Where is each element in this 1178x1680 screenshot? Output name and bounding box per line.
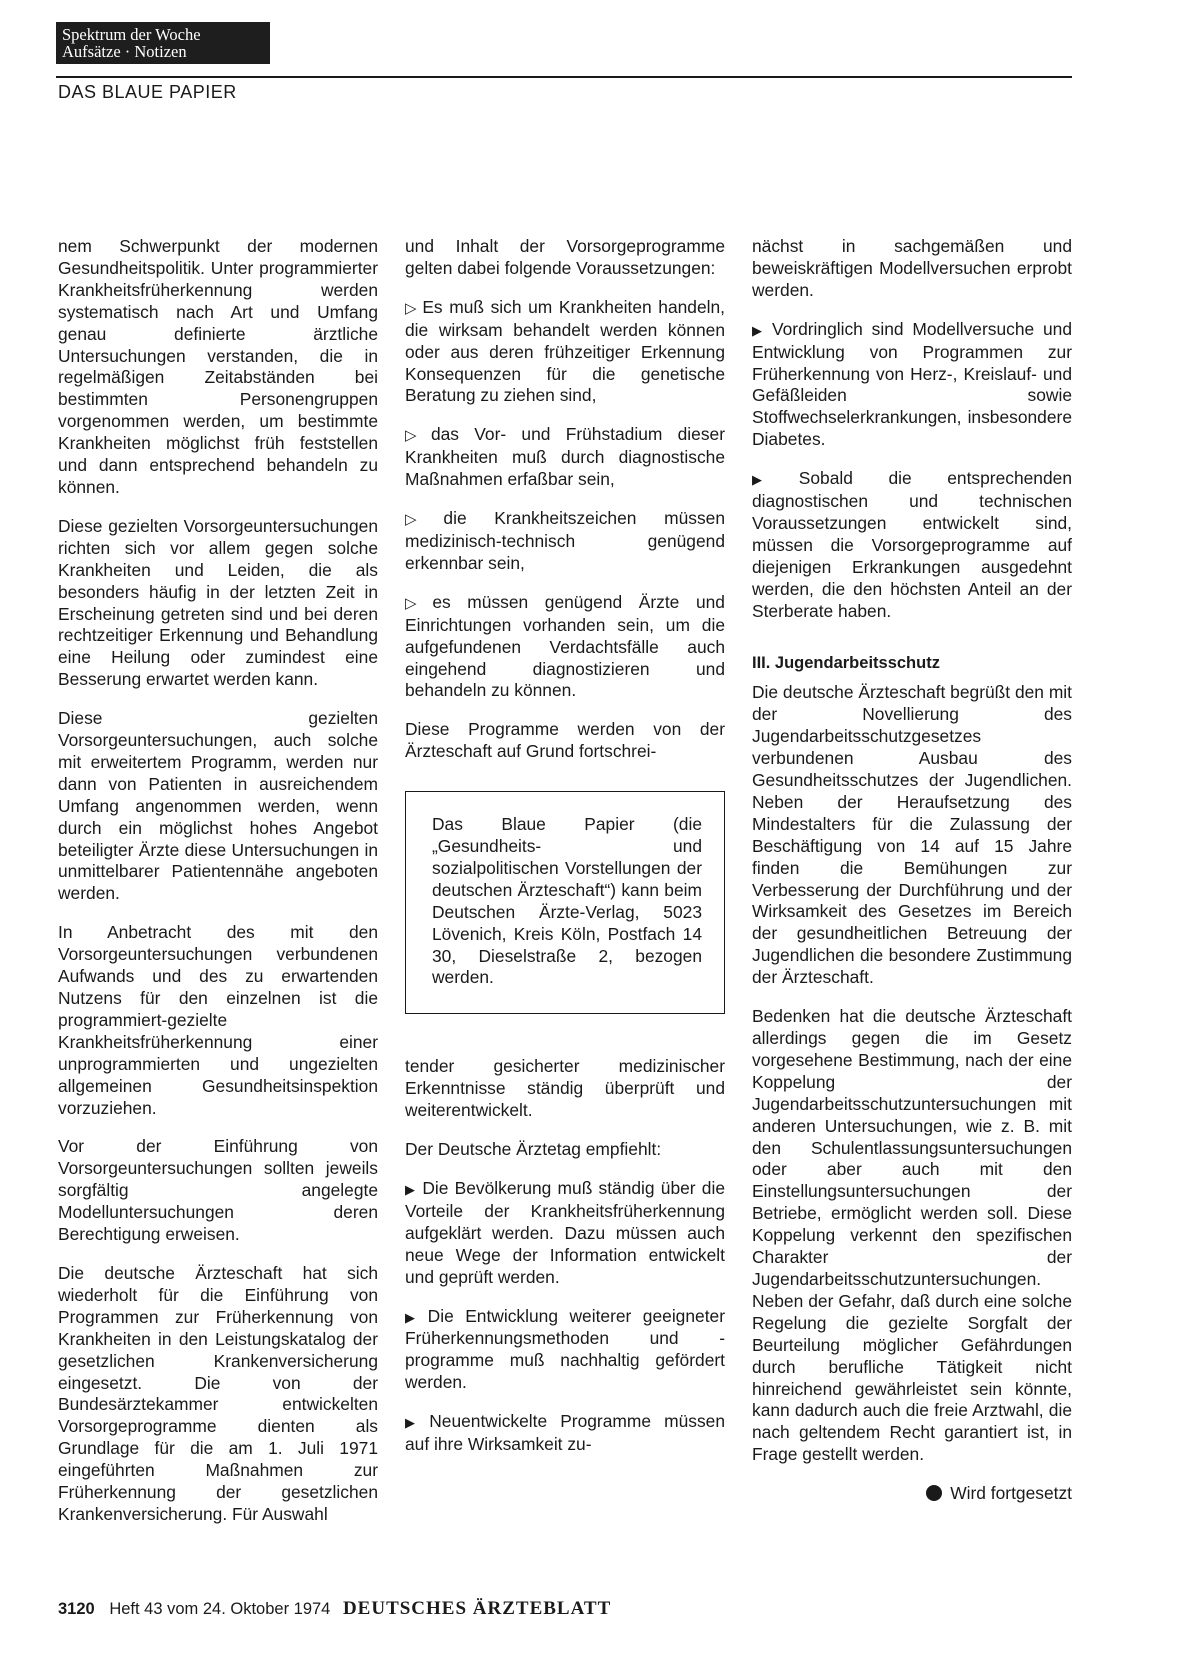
condition-item: ▷ Es muß sich um Krankheiten handeln, die wirksam behandelt werden können oder aus deren frühzeitiger Erkennung Konsequenzen für die genetische Beratung zu ziehen sind, (405, 296, 725, 406)
page-subtitle: DAS BLAUE PAPIER (58, 82, 237, 102)
paragraph: Diese gezielten Vorsorgeuntersuchungen richten sich vor allem gegen solche Krankheiten und Leiden, die als besonders häufig in der letzten Zeit in Erscheinung getreten sind und bei deren rechtzeitiger Erkennung und Behandlung eine Heilung oder zumindest eine Besserung erwartet werden kann. (58, 515, 378, 690)
filled-triangle-icon: ▶ (405, 1182, 417, 1197)
info-box-text: Das Blaue Papier (die „Gesundheits- und sozialpolitischen Vorstellungen der deutschen Ärzteschaft“) kann beim Deutschen Ärzte-Verlag, 5023 Lövenich, Kreis Köln, Postfach 14 30, Dieselstraße 2, bezogen werden. (432, 814, 702, 988)
open-triangle-icon: ▷ (405, 299, 419, 317)
bullet-dot-icon (926, 1485, 942, 1501)
recommendation-item: ▶ Neuentwickelte Programme müssen auf ihre Wirksamkeit zu- (405, 1411, 725, 1455)
paragraph: Bedenken hat die deutsche Ärzteschaft allerdings gegen die im Gesetz vorgesehene Bestimmung, nach der eine Koppelung der Jugendarbeitsschutzuntersuchungen mit anderen Untersuchungen, wie z. B. mit den Schulentlassungsuntersuchungen oder aber auch mit den Einstellungsuntersuchungen der Betriebe, ermöglicht werden soll. Diese Koppelung verkennt den spezifischen Charakter der Jugendarbeitsschutzuntersuchungen. Neben der Gefahr, daß durch eine solche Regelung die gezielte Sorgfalt der Beurteilung möglicher Gefährdungen durch berufliche Tätigkeit nicht hinreichend gewährleistet sein könnte, kann dadurch auch die freie Arztwahl, die nach geltendem Recht garantiert ist, in Frage gestellt werden. (752, 1006, 1072, 1465)
open-triangle-icon: ▷ (405, 427, 427, 445)
header-rule (56, 76, 1072, 78)
section-label-line2: Aufsätze · Notizen (62, 42, 187, 61)
recommendation-item: ▶ Die Bevölkerung muß ständig über die Vorteile der Krankheitsfrüherkennung aufgeklärt werden. Dazu müssen auch neue Wege der Information entwickelt und geprüft werden. (405, 1178, 726, 1287)
recommendation-item: ▶ Die Entwicklung weiterer geeigneter Früherkennungsmethoden und -programme muß nachhaltig gefördert werden. (405, 1305, 725, 1393)
page-number: 3120 (58, 1600, 95, 1618)
page-footer (58, 1598, 611, 1620)
recommendation-item: ▶ Vordringlich sind Modellversuche und Entwicklung von Programmen zur Früherkennung von Herz-, Kreislauf- und Gefäßleiden sowie Stoffwechselerkrankungen, insbesondere Diabetes. (752, 318, 1073, 450)
open-triangle-icon: ▷ (405, 594, 429, 612)
info-box (405, 791, 725, 1014)
paragraph: Vor der Einführung von Vorsorgeuntersuchungen sollten jeweils sorgfältig angelegte Modelluntersuchungen deren Berechtigung erweisen. (58, 1136, 378, 1245)
paragraph: Die deutsche Ärzteschaft hat sich wiederholt für die Einführung von Programmen zur Früherkennung von Krankheiten in den Leistungskatalog der gesetzlichen Krankenversicherung eingesetzt. Die von der Bundesärztekammer entwickelten Vorsorgeprogramme dienten als Grundlage für die am 1. Juli 1971 eingeführten Maßnahmen zur Früherkennung der gesetzlichen Krankenversicherung. Für Auswahl (58, 1262, 378, 1524)
continued-note: Wird fortgesetzt (752, 1483, 1072, 1505)
paragraph: Die deutsche Ärzteschaft begrüßt den mit der Novellierung des Jugendarbeitsschutzgesetzes verbundenen Ausbau des Gesundheitsschutzes der Jugendlichen. Neben der Heraufsetzung des Mindestalters für die Zulassung der Beschäftigung von 14 auf 15 Jahre finden die Bemühungen zur Verbesserung der Durchführung und der Wirksamkeit des Gesetzes im Bereich der gesundheitlichen Betreuung der Jugendlichen die besondere Zustimmung der Ärzteschaft. (752, 682, 1072, 988)
condition-item: ▷ es müssen genügend Ärzte und Einrichtungen vorhanden sein, um die aufgefundenen Verdachtsfälle auch eingehend diagnostizieren und behandeln zu können. (405, 591, 725, 701)
paragraph: tender gesicherter medizinischer Erkenntnisse ständig überprüft und weiterentwickelt. (405, 1056, 725, 1121)
column-1 (58, 236, 378, 1543)
paragraph: und Inhalt der Vorsorgeprogramme gelten dabei folgende Voraussetzungen: (405, 236, 725, 278)
condition-item: ▷ die Krankheitszeichen müssen medizinisch-technisch genügend erkennbar sein, (405, 508, 725, 573)
filled-triangle-icon: ▶ (405, 1415, 424, 1431)
column-2 (405, 236, 725, 1473)
paragraph: nächst in sachgemäßen und beweiskräftigen Modellversuchen erprobt werden. (752, 236, 1072, 300)
section-heading: III. Jugendarbeitsschutz (752, 653, 940, 672)
column-3 (752, 236, 1072, 1505)
paragraph: Diese Programme werden von der Ärzteschaft auf Grund fortschrei- (405, 719, 725, 762)
filled-triangle-icon: ▶ (752, 322, 766, 338)
paragraph: Diese gezielten Vorsorgeuntersuchungen, auch solche mit erweitertem Programm, werden nur dann von Patienten in ausreichendem Umfang angenommen werden, wenn durch ein möglichst hohes Angebot beteiligter Ärzte diese Untersuchungen in unmittelbarer Patientennähe angeboten werden. (58, 708, 378, 904)
condition-item: ▷ das Vor- und Frühstadium dieser Krankheiten muß durch diagnostische Maßnahmen erfaßbar sein, (405, 424, 725, 490)
section-label (56, 22, 270, 64)
journal-name: DEUTSCHES ÄRZTEBLATT (342, 1598, 612, 1619)
paragraph: nem Schwerpunkt der modernen Gesundheitspolitik. Unter programmierter Krankheitsfrüherkennung werden systematisch nach Art und Umfang genau definierte ärztliche Untersuchungen verstanden, die in regelmäßigen Zeitabständen bei bestimmten Personengruppen vorgenommen werden, um bestimmte Krankheiten möglichst früh feststellen und dann entsprechend behandeln zu können. (58, 236, 378, 497)
paragraph: In Anbetracht des mit den Vorsorgeuntersuchungen verbundenen Aufwands und des zu erwartenden Nutzens für den einzelnen ist die programmiert-gezielte Krankheitsfrüherkennung einer unprogrammierten und ungezielten allgemeinen Gesundheitsinspektion vorzuziehen. (58, 922, 378, 1118)
filled-triangle-icon: ▶ (752, 472, 793, 488)
open-triangle-icon: ▷ (405, 511, 440, 529)
filled-triangle-icon: ▶ (405, 1309, 422, 1325)
issue-info: Heft 43 vom 24. Oktober 1974 (109, 1600, 331, 1618)
recommendation-item: ▶ Sobald die entsprechenden diagnostischen und technischen Voraussetzungen entwickelt sind, müssen die Vorsorgeprogramme auf diejenigen Erkrankungen ausgedehnt werden, die den höchsten Anteil an der Sterberate haben. (752, 468, 1072, 621)
section-label-line1: Spektrum der Woche (62, 25, 201, 44)
paragraph: Der Deutsche Ärztetag empfiehlt: (405, 1139, 662, 1160)
